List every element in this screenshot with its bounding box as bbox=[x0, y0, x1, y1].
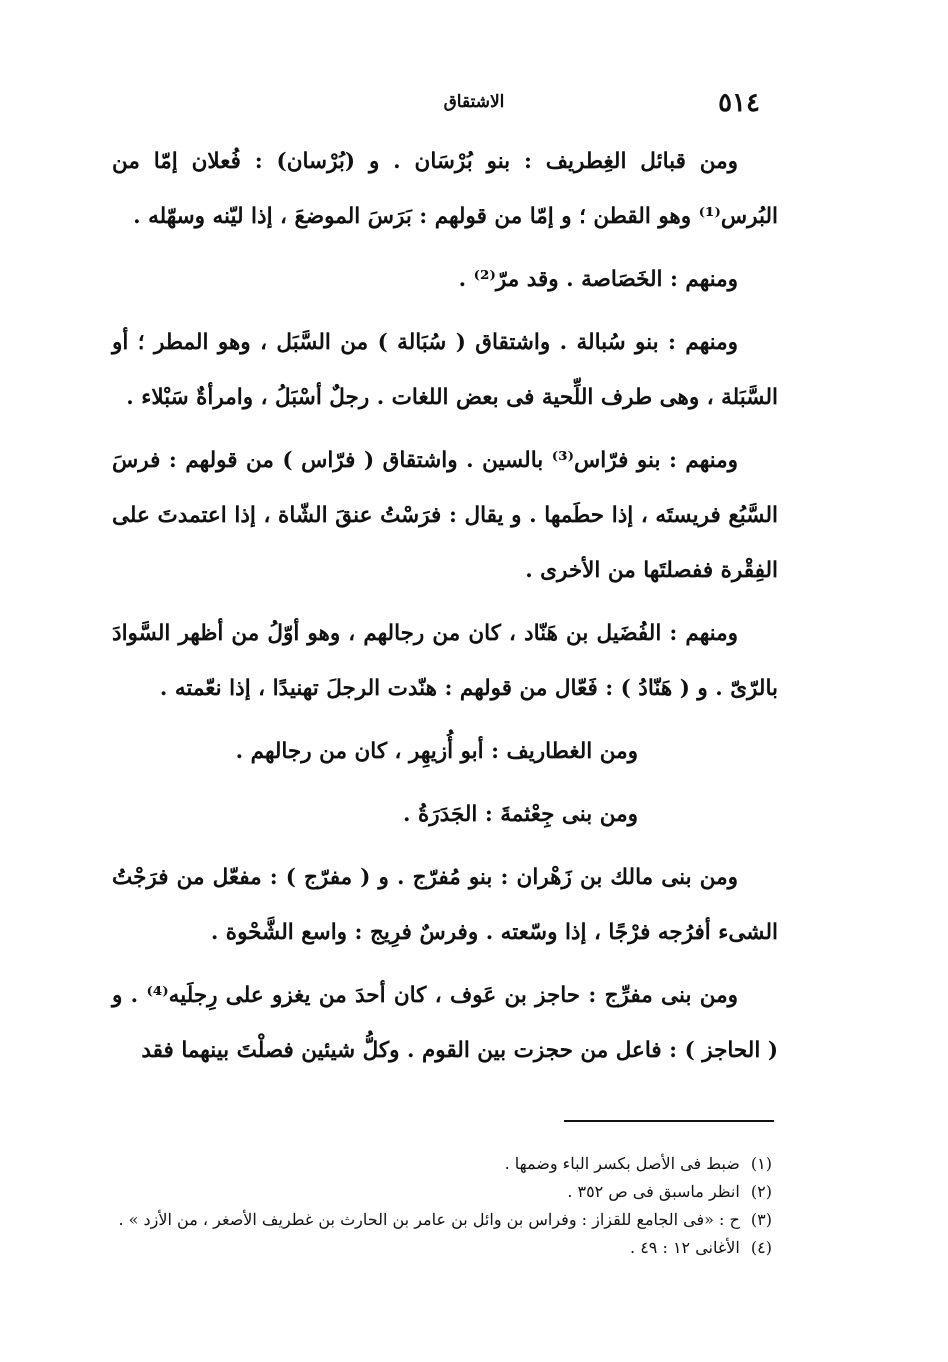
paragraph-hannad: ومنهم : الفُضَيل بن هَنّاد ، كان من رجالهم ، وهو أوّلُ من أظهر السَّوادَ بالرّىّ . و ( هَنّادُ ) : فَعّال من قولهم : هنّدت الرجلَ تهنيدًا ، إذا نعّمته . bbox=[112, 621, 778, 701]
footnote-text: الأغانى ١٢ : ٤٩ . bbox=[630, 1238, 740, 1257]
footnote-number: (٢) bbox=[750, 1182, 772, 1201]
footnote-1 bbox=[112, 1150, 772, 1178]
paragraph-farras: ومنهم : بنو فرّاس⁽³⁾ بالسين . واشتقاق ( فرّاس ) من قولهم : فرسَ السَّبُع فريستَه ، إذا حطَمها . و يقال : فرَسْتُ عنقَ الشّاة ، إذا اعتمدتَ على الفِقْرة ففصلتَها من الأخرى . bbox=[112, 448, 778, 583]
footnote-2 bbox=[112, 1178, 772, 1206]
footnote-text: ح : «فى الجامع للقزاز : وفراس بن وائل بن عامر بن الحارث بن غطريف الأصغر ، من الأزد » . bbox=[118, 1210, 740, 1229]
page-number: ٥١٤ bbox=[718, 88, 760, 118]
running-title: الاشتقاق bbox=[443, 92, 505, 112]
footnote-divider bbox=[564, 1120, 774, 1122]
paragraph-barsan: ومن قبائل الغِطريف : بنو بُرْسَان . و (بُرْسان) : فُعلان إمّا من البُرس⁽¹⁾ وهو القطن ؛ و إمّا من قولهم : بَرَسَ الموضعَ ، إذا ليّنه وسهّله . bbox=[112, 149, 778, 229]
paragraph-uzayhir: ومن الغطاريف : أبو أُزيهِر ، كان من رجالهم . bbox=[235, 739, 638, 764]
paragraph-mufarraj: ومن بنى مالك بن زَهْران : بنو مُفرّج . و ( مفرّج ) : مفعّل من فرَجْتُ الشىء أفرُجه فرْجًا ، إذا وسّعته . وفرسٌ فرِيج : واسع الشَّحْوة . bbox=[112, 865, 778, 945]
footnote-text: انظر ماسبق فى ص ٣٥٢ . bbox=[567, 1182, 740, 1201]
paragraph-khasasa: ومنهم : الخَصَاصة . وقد مرّ⁽²⁾ . bbox=[458, 267, 738, 292]
footnotes bbox=[112, 1150, 772, 1262]
footnote-4 bbox=[112, 1234, 772, 1262]
main-text bbox=[112, 134, 778, 1086]
page-header bbox=[0, 88, 948, 120]
footnote-number: (٤) bbox=[750, 1238, 772, 1257]
paragraph-hajiz: ومن بنى مفرِّج : حاجز بن عَوف ، كان أحدَ من يغزو على رِجلَيه⁽⁴⁾ . و ( الحاجز ) : فاعل من حجزت بين القوم . وكلُّ شيئين فصلْتَ بينهما فقد bbox=[112, 983, 778, 1063]
paragraph-jadara: ومن بنى جِعْثمةَ : الجَدَرَةُ . bbox=[403, 802, 638, 827]
paragraph-subala: ومنهم : بنو سُبالة . واشتقاق ( سُبَالة ) من السَّبَل ، وهو المطر ؛ أو السَّبَلة ، وهى طرف اللِّحية فى بعض اللغات . رجلٌ أسْبَلُ ، وامرأةٌ سَبْلاء . bbox=[112, 330, 778, 410]
footnote-3 bbox=[112, 1206, 772, 1234]
footnote-number: (١) bbox=[750, 1154, 772, 1173]
footnote-text: ضبط فى الأصل بكسر الباء وضمها . bbox=[504, 1154, 740, 1173]
footnote-number: (٣) bbox=[750, 1210, 772, 1229]
